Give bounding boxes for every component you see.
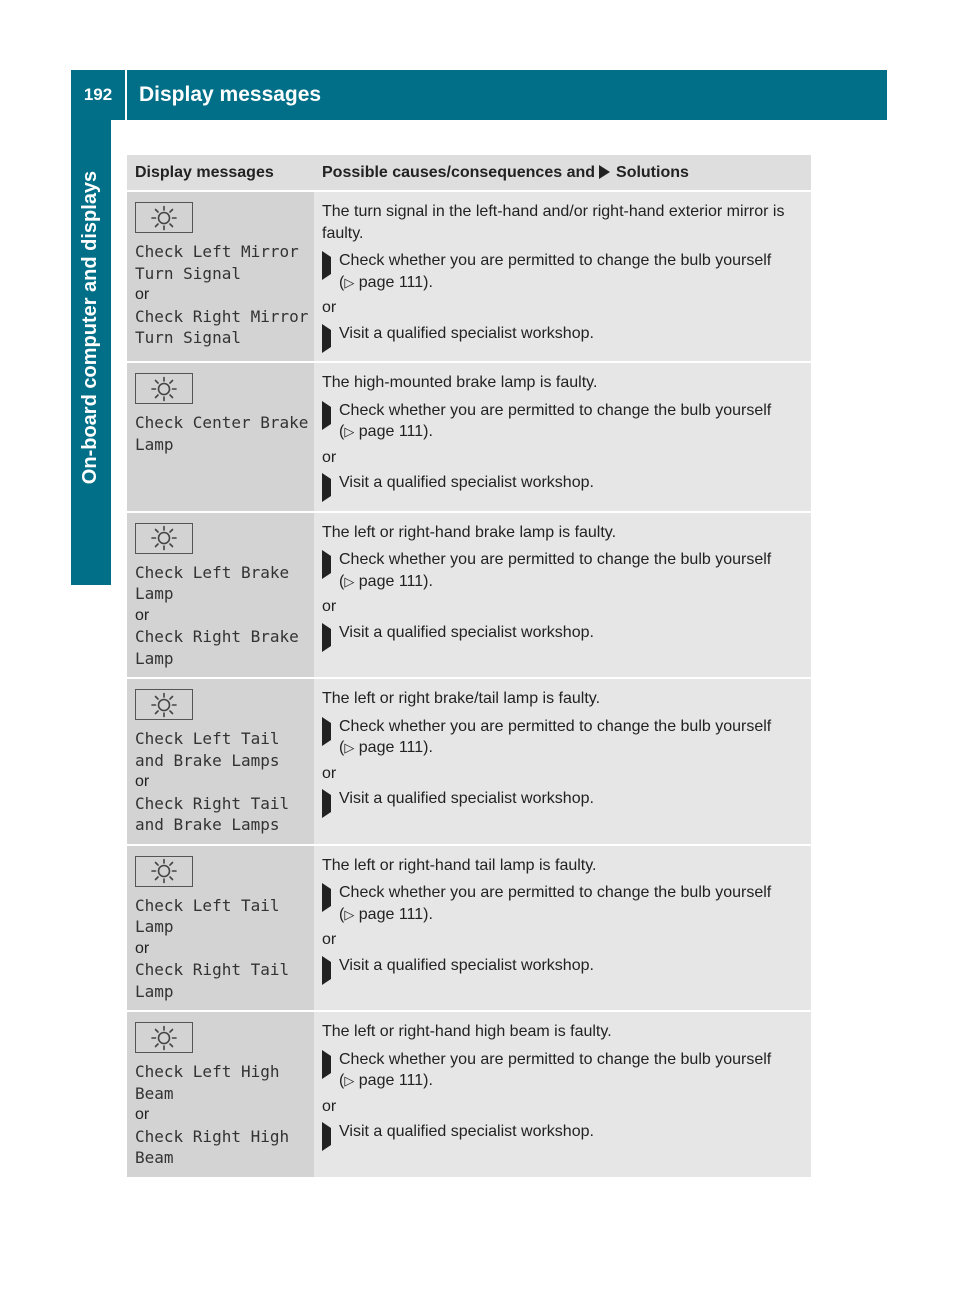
check-bulb-step: [322, 549, 803, 592]
page-ref-icon: ▷: [344, 274, 355, 290]
page-ref-icon: ▷: [344, 424, 355, 439]
page-title: Display messages: [139, 83, 322, 106]
visit-workshop-step: [322, 788, 803, 815]
ref-open: (: [339, 423, 345, 440]
message-or: or: [135, 1106, 150, 1123]
or-separator: or: [322, 598, 337, 615]
visit-workshop-step: [322, 1121, 803, 1148]
message-text-2: Check Right High Beam: [135, 1126, 290, 1167]
ref-open: (: [339, 905, 345, 923]
page-reference: page 111).: [358, 739, 433, 756]
step-arrow-icon: [322, 549, 331, 592]
page-reference: page 111).: [358, 905, 433, 923]
page-ref-icon: ▷: [344, 573, 355, 589]
message-or: or: [135, 286, 150, 303]
bulb-warning-icon: [135, 689, 193, 720]
table-row: [127, 191, 811, 362]
ref-open: (: [339, 572, 345, 590]
cause-description: The turn signal in the left-hand and/or right-hand exterior mirror is faulty.: [322, 203, 785, 242]
page-number: 192: [71, 70, 127, 120]
bulb-icon: [149, 692, 179, 718]
check-bulb-step: [322, 716, 803, 759]
check-bulb-step: [322, 400, 803, 443]
visit-workshop-text: Visit a qualified specialist workshop.: [339, 623, 594, 641]
solution-cell: [314, 512, 811, 679]
bulb-icon: [149, 858, 179, 884]
page-reference: page 111).: [358, 1072, 433, 1089]
table-row: [127, 512, 811, 679]
visit-workshop-text: Visit a qualified specialist workshop.: [339, 1123, 594, 1140]
message-or: or: [135, 773, 150, 790]
or-separator: or: [322, 764, 337, 782]
page-header: [71, 70, 887, 120]
visit-workshop-text: Visit a qualified specialist workshop.: [339, 474, 594, 491]
page-reference: page 111).: [358, 423, 433, 440]
ref-open: (: [339, 739, 345, 756]
column-header-solutions: [314, 155, 811, 191]
step-arrow-icon: [322, 955, 331, 982]
bulb-warning-icon: [135, 523, 193, 554]
check-bulb-text: Check whether you are permitted to change the bulb yourself: [339, 884, 772, 901]
step-arrow-icon: [322, 716, 331, 759]
visit-workshop-step: [322, 323, 803, 350]
page-ref-icon: ▷: [344, 1073, 355, 1088]
bulb-warning-icon: [135, 202, 193, 233]
message-text-1: Check Left High Beam: [135, 1062, 280, 1103]
ref-open: (: [339, 273, 345, 291]
cause-description: The left or right-hand high beam is faulty.: [322, 1023, 612, 1040]
arrow-right-icon: [599, 165, 610, 179]
table-header-row: [127, 155, 811, 191]
bulb-warning-icon: [135, 856, 193, 887]
message-cell: [127, 845, 314, 1012]
message-cell: [127, 512, 314, 679]
bulb-icon: [149, 1025, 179, 1051]
solution-cell: [314, 1011, 811, 1178]
column-header-solutions-suffix: Solutions: [616, 163, 689, 181]
bulb-icon: [149, 525, 179, 551]
step-arrow-icon: [322, 1121, 331, 1148]
check-bulb-text: Check whether you are permitted to change the bulb yourself: [339, 401, 772, 419]
page-ref-icon: ▷: [344, 740, 355, 755]
cause-description: The left or right-hand tail lamp is faulty.: [322, 856, 597, 874]
visit-workshop-text: Visit a qualified specialist workshop.: [339, 956, 594, 974]
visit-workshop-step: [322, 472, 803, 499]
message-cell: [127, 1011, 314, 1178]
visit-workshop-step: [322, 955, 803, 982]
table-row: [127, 362, 811, 512]
display-messages-table: [127, 155, 811, 1179]
check-bulb-text: Check whether you are permitted to change the bulb yourself: [339, 551, 772, 568]
message-cell: [127, 678, 314, 845]
bulb-warning-icon: [135, 1022, 193, 1053]
page-reference: page 111).: [358, 273, 433, 291]
message-text-2: Check Right Tail and Brake Lamps: [135, 793, 290, 834]
message-text-1: Check Left Tail and Brake Lamps: [135, 729, 280, 770]
bulb-warning-icon: [135, 373, 193, 404]
visit-workshop-text: Visit a qualified specialist workshop.: [339, 324, 594, 342]
step-arrow-icon: [322, 472, 331, 499]
visit-workshop-text: Visit a qualified specialist workshop.: [339, 790, 594, 807]
message-text-2: Check Right Brake Lamp: [135, 627, 299, 668]
table-row: [127, 678, 811, 845]
message-cell: [127, 191, 314, 362]
message-text-1: Check Left Tail Lamp: [135, 895, 280, 936]
message-text-1: Check Left Brake Lamp: [135, 562, 290, 603]
message-text-1: Check Center Brake Lamp: [135, 413, 309, 454]
step-arrow-icon: [322, 250, 331, 293]
message-or: or: [135, 939, 150, 957]
step-arrow-icon: [322, 788, 331, 815]
side-tab-label: On-board computer and displays: [79, 170, 102, 485]
check-bulb-step: [322, 1049, 803, 1092]
message-cell: [127, 362, 314, 512]
cause-description: The left or right-hand brake lamp is faulty.: [322, 523, 617, 541]
solution-cell: [314, 362, 811, 512]
table-row: [127, 845, 811, 1012]
step-arrow-icon: [322, 882, 331, 925]
or-separator: or: [322, 448, 337, 466]
column-header-messages: Display messages: [127, 155, 314, 191]
message-text-2: Check Right Mirror Turn Signal: [135, 306, 309, 347]
page-ref-icon: ▷: [344, 906, 355, 922]
bulb-icon: [149, 376, 179, 402]
step-arrow-icon: [322, 400, 331, 443]
step-arrow-icon: [322, 323, 331, 350]
or-separator: or: [322, 299, 337, 316]
solution-cell: [314, 191, 811, 362]
cause-description: The high-mounted brake lamp is faulty.: [322, 374, 598, 391]
check-bulb-text: Check whether you are permitted to change the bulb yourself: [339, 252, 772, 269]
solution-cell: [314, 845, 811, 1012]
step-arrow-icon: [322, 1049, 331, 1092]
or-separator: or: [322, 1097, 337, 1115]
check-bulb-step: [322, 882, 803, 925]
page-reference: page 111).: [358, 572, 433, 590]
column-header-solutions-prefix: Possible causes/consequences and: [322, 163, 596, 181]
ref-open: (: [339, 1072, 345, 1089]
step-arrow-icon: [322, 622, 331, 649]
message-text-2: Check Right Tail Lamp: [135, 960, 290, 1001]
message-or: or: [135, 606, 150, 624]
table-row: [127, 1011, 811, 1178]
check-bulb-text: Check whether you are permitted to change the bulb yourself: [339, 717, 772, 735]
bulb-icon: [149, 205, 179, 231]
side-tab-label-wrap: [71, 120, 111, 535]
check-bulb-step: [322, 250, 803, 293]
or-separator: or: [322, 931, 337, 948]
check-bulb-text: Check whether you are permitted to change the bulb yourself: [339, 1050, 772, 1068]
cause-description: The left or right brake/tail lamp is faulty.: [322, 690, 601, 707]
message-text-1: Check Left Mirror Turn Signal: [135, 242, 299, 283]
solution-cell: [314, 678, 811, 845]
visit-workshop-step: [322, 622, 803, 649]
